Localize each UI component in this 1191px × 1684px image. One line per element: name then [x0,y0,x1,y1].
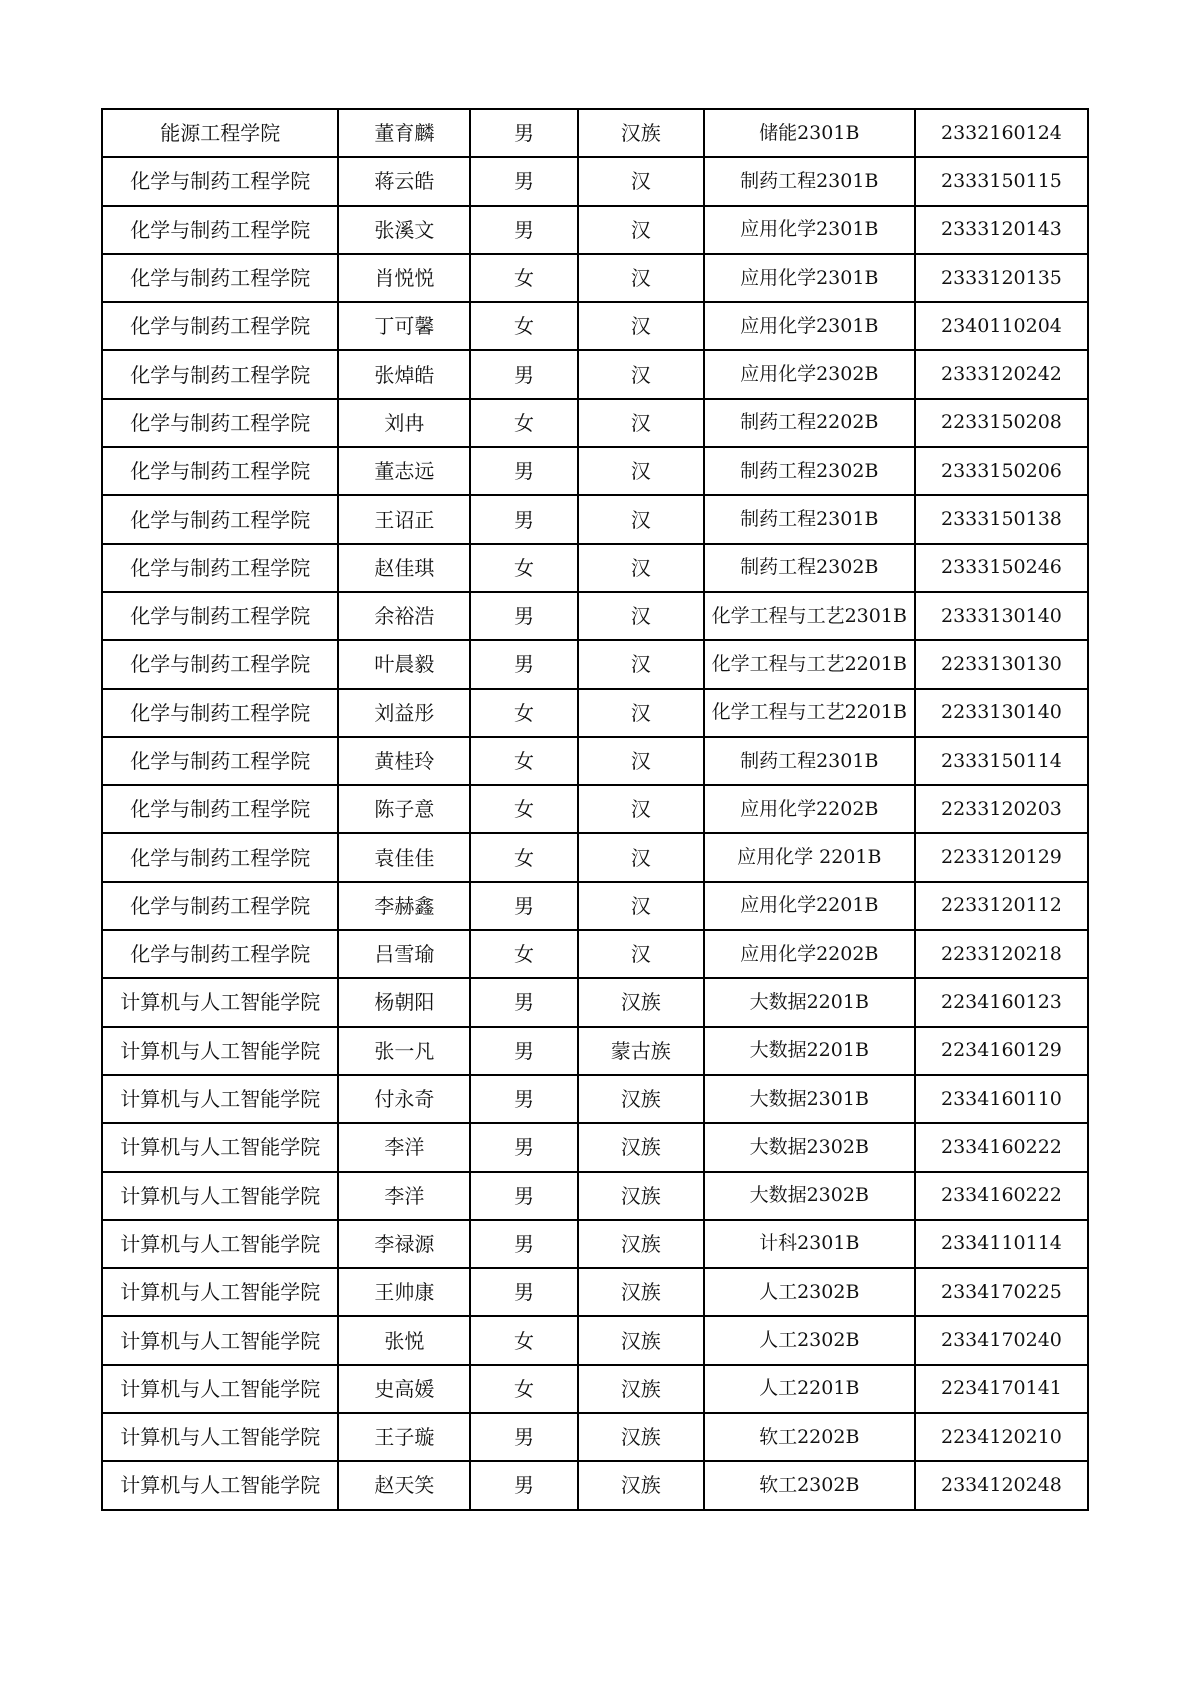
student-id-cell: 2333150114 [915,737,1088,785]
college-cell: 化学与制药工程学院 [102,350,338,398]
class-cell: 大数据2201B [704,1027,915,1075]
ethnicity-cell: 汉 [578,882,704,930]
student-id-cell: 2333120135 [915,254,1088,302]
ethnicity-cell: 汉族 [578,1075,704,1123]
college-cell: 计算机与人工智能学院 [102,1316,338,1364]
gender-cell: 女 [470,302,578,350]
ethnicity-cell: 汉 [578,592,704,640]
table-row [102,1123,1088,1171]
name-cell: 丁可馨 [338,302,470,350]
class-cell: 制药工程2301B [704,157,915,205]
college-cell: 计算机与人工智能学院 [102,978,338,1026]
name-cell: 王子璇 [338,1413,470,1461]
table-row [102,1172,1088,1220]
college-cell: 计算机与人工智能学院 [102,1172,338,1220]
college-cell: 化学与制药工程学院 [102,206,338,254]
class-cell: 应用化学2301B [704,302,915,350]
name-cell: 赵佳琪 [338,544,470,592]
class-cell: 大数据2302B [704,1123,915,1171]
student-id-cell: 2233120129 [915,833,1088,881]
college-cell: 化学与制药工程学院 [102,592,338,640]
table-row [102,109,1088,157]
college-cell: 化学与制药工程学院 [102,737,338,785]
student-id-cell: 2333150138 [915,495,1088,543]
table-row [102,350,1088,398]
college-cell: 化学与制药工程学院 [102,447,338,495]
class-cell: 大数据2301B [704,1075,915,1123]
name-cell: 张一凡 [338,1027,470,1075]
name-cell: 肖悦悦 [338,254,470,302]
ethnicity-cell: 汉 [578,737,704,785]
gender-cell: 男 [470,1220,578,1268]
name-cell: 张溪文 [338,206,470,254]
ethnicity-cell: 蒙古族 [578,1027,704,1075]
student-id-cell: 2332160124 [915,109,1088,157]
ethnicity-cell: 汉 [578,206,704,254]
college-cell: 化学与制药工程学院 [102,785,338,833]
table-row [102,689,1088,737]
table-row [102,447,1088,495]
name-cell: 王诏正 [338,495,470,543]
name-cell: 张悦 [338,1316,470,1364]
name-cell: 袁佳佳 [338,833,470,881]
college-cell: 计算机与人工智能学院 [102,1075,338,1123]
name-cell: 吕雪瑜 [338,930,470,978]
gender-cell: 男 [470,1075,578,1123]
college-cell: 化学与制药工程学院 [102,254,338,302]
gender-cell: 女 [470,689,578,737]
class-cell: 软工2302B [704,1461,915,1509]
table-row [102,206,1088,254]
table-row [102,640,1088,688]
ethnicity-cell: 汉族 [578,1461,704,1509]
student-id-cell: 2333150115 [915,157,1088,205]
gender-cell: 女 [470,737,578,785]
gender-cell: 男 [470,447,578,495]
table-row [102,544,1088,592]
table-row [102,1220,1088,1268]
class-cell: 制药工程2301B [704,737,915,785]
ethnicity-cell: 汉 [578,689,704,737]
name-cell: 陈子意 [338,785,470,833]
table-row [102,1027,1088,1075]
ethnicity-cell: 汉族 [578,978,704,1026]
table-row [102,785,1088,833]
student-id-cell: 2334160110 [915,1075,1088,1123]
student-id-cell: 2340110204 [915,302,1088,350]
ethnicity-cell: 汉 [578,350,704,398]
student-id-cell: 2233120203 [915,785,1088,833]
ethnicity-cell: 汉族 [578,1413,704,1461]
class-cell: 制药工程2301B [704,495,915,543]
student-id-cell: 2234120210 [915,1413,1088,1461]
student-id-cell: 2233120218 [915,930,1088,978]
gender-cell: 女 [470,833,578,881]
gender-cell: 女 [470,785,578,833]
class-cell: 应用化学2201B [704,882,915,930]
table-row [102,882,1088,930]
ethnicity-cell: 汉 [578,399,704,447]
name-cell: 李赫鑫 [338,882,470,930]
ethnicity-cell: 汉 [578,833,704,881]
class-cell: 应用化学2202B [704,930,915,978]
college-cell: 化学与制药工程学院 [102,544,338,592]
ethnicity-cell: 汉 [578,302,704,350]
college-cell: 化学与制药工程学院 [102,302,338,350]
table-row [102,1365,1088,1413]
ethnicity-cell: 汉 [578,640,704,688]
class-cell: 应用化学2202B [704,785,915,833]
name-cell: 李洋 [338,1123,470,1171]
name-cell: 李禄源 [338,1220,470,1268]
class-cell: 化学工程与工艺2201B [704,640,915,688]
college-cell: 化学与制药工程学院 [102,495,338,543]
student-id-cell: 2333130140 [915,592,1088,640]
class-cell: 应用化学 2201B [704,833,915,881]
class-cell: 人工2302B [704,1268,915,1316]
student-id-cell: 2334170225 [915,1268,1088,1316]
class-cell: 化学工程与工艺2301B [704,592,915,640]
name-cell: 李洋 [338,1172,470,1220]
gender-cell: 男 [470,1413,578,1461]
table-row [102,1316,1088,1364]
name-cell: 刘益彤 [338,689,470,737]
name-cell: 董志远 [338,447,470,495]
gender-cell: 女 [470,399,578,447]
student-id-cell: 2234170141 [915,1365,1088,1413]
college-cell: 化学与制药工程学院 [102,833,338,881]
gender-cell: 男 [470,1461,578,1509]
ethnicity-cell: 汉 [578,157,704,205]
name-cell: 叶晨毅 [338,640,470,688]
college-cell: 化学与制药工程学院 [102,882,338,930]
college-cell: 化学与制药工程学院 [102,157,338,205]
table-row [102,833,1088,881]
gender-cell: 男 [470,882,578,930]
class-cell: 储能2301B [704,109,915,157]
gender-cell: 男 [470,1123,578,1171]
gender-cell: 女 [470,254,578,302]
name-cell: 董育麟 [338,109,470,157]
student-id-cell: 2334160222 [915,1123,1088,1171]
gender-cell: 男 [470,1268,578,1316]
table-row [102,978,1088,1026]
student-id-cell: 2334160222 [915,1172,1088,1220]
gender-cell: 女 [470,930,578,978]
table-row [102,399,1088,447]
ethnicity-cell: 汉族 [578,1220,704,1268]
college-cell: 化学与制药工程学院 [102,930,338,978]
gender-cell: 男 [470,978,578,1026]
name-cell: 余裕浩 [338,592,470,640]
table-row [102,1413,1088,1461]
student-id-cell: 2333120143 [915,206,1088,254]
student-id-cell: 2334120248 [915,1461,1088,1509]
class-cell: 制药工程2302B [704,447,915,495]
ethnicity-cell: 汉 [578,785,704,833]
name-cell: 黄桂玲 [338,737,470,785]
student-id-cell: 2333150206 [915,447,1088,495]
student-id-cell: 2333150246 [915,544,1088,592]
college-cell: 能源工程学院 [102,109,338,157]
ethnicity-cell: 汉 [578,930,704,978]
gender-cell: 女 [470,1316,578,1364]
class-cell: 化学工程与工艺2201B [704,689,915,737]
class-cell: 制药工程2202B [704,399,915,447]
student-id-cell: 2234160129 [915,1027,1088,1075]
class-cell: 应用化学2301B [704,206,915,254]
name-cell: 刘冉 [338,399,470,447]
ethnicity-cell: 汉族 [578,109,704,157]
student-id-cell: 2233130130 [915,640,1088,688]
table-row [102,1075,1088,1123]
name-cell: 蒋云皓 [338,157,470,205]
name-cell: 王帅康 [338,1268,470,1316]
college-cell: 计算机与人工智能学院 [102,1413,338,1461]
gender-cell: 女 [470,544,578,592]
table-row [102,737,1088,785]
class-cell: 计科2301B [704,1220,915,1268]
ethnicity-cell: 汉族 [578,1123,704,1171]
ethnicity-cell: 汉 [578,447,704,495]
class-cell: 人工2302B [704,1316,915,1364]
class-cell: 人工2201B [704,1365,915,1413]
name-cell: 史高媛 [338,1365,470,1413]
table-row [102,1268,1088,1316]
gender-cell: 男 [470,157,578,205]
name-cell: 杨朝阳 [338,978,470,1026]
class-cell: 应用化学2301B [704,254,915,302]
gender-cell: 男 [470,1027,578,1075]
student-id-cell: 2234160123 [915,978,1088,1026]
gender-cell: 男 [470,1172,578,1220]
table-row [102,254,1088,302]
ethnicity-cell: 汉族 [578,1268,704,1316]
table-row [102,157,1088,205]
class-cell: 大数据2302B [704,1172,915,1220]
gender-cell: 男 [470,350,578,398]
name-cell: 付永奇 [338,1075,470,1123]
college-cell: 计算机与人工智能学院 [102,1461,338,1509]
gender-cell: 女 [470,1365,578,1413]
gender-cell: 男 [470,592,578,640]
table-row [102,302,1088,350]
college-cell: 化学与制药工程学院 [102,640,338,688]
college-cell: 计算机与人工智能学院 [102,1268,338,1316]
class-cell: 软工2202B [704,1413,915,1461]
name-cell: 张焯皓 [338,350,470,398]
college-cell: 计算机与人工智能学院 [102,1123,338,1171]
class-cell: 应用化学2302B [704,350,915,398]
college-cell: 计算机与人工智能学院 [102,1365,338,1413]
gender-cell: 男 [470,109,578,157]
ethnicity-cell: 汉 [578,495,704,543]
ethnicity-cell: 汉族 [578,1316,704,1364]
student-id-cell: 2233150208 [915,399,1088,447]
college-cell: 计算机与人工智能学院 [102,1027,338,1075]
gender-cell: 男 [470,640,578,688]
ethnicity-cell: 汉族 [578,1172,704,1220]
student-id-cell: 2334170240 [915,1316,1088,1364]
gender-cell: 男 [470,206,578,254]
college-cell: 化学与制药工程学院 [102,399,338,447]
table-row [102,930,1088,978]
student-id-cell: 2334110114 [915,1220,1088,1268]
table-row [102,1461,1088,1509]
table-body [102,109,1088,1510]
student-list-table [101,108,1089,1511]
student-id-cell: 2233130140 [915,689,1088,737]
name-cell: 赵天笑 [338,1461,470,1509]
class-cell: 制药工程2302B [704,544,915,592]
ethnicity-cell: 汉 [578,544,704,592]
student-id-cell: 2333120242 [915,350,1088,398]
table-row [102,592,1088,640]
ethnicity-cell: 汉 [578,254,704,302]
college-cell: 化学与制药工程学院 [102,689,338,737]
college-cell: 计算机与人工智能学院 [102,1220,338,1268]
student-id-cell: 2233120112 [915,882,1088,930]
table-row [102,495,1088,543]
gender-cell: 男 [470,495,578,543]
class-cell: 大数据2201B [704,978,915,1026]
ethnicity-cell: 汉族 [578,1365,704,1413]
